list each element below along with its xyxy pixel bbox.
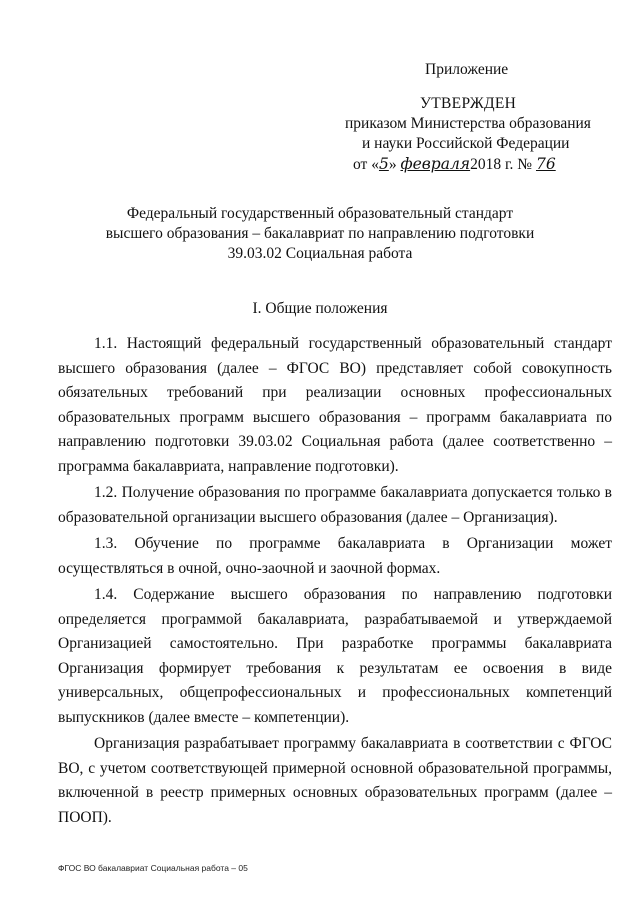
title-line-2: высшего образования – бакалавриат по направлению подготовки xyxy=(105,225,535,242)
order-date-line xyxy=(340,154,590,175)
title-line-3: 39.03.02 Социальная работа xyxy=(227,245,413,262)
paragraph-1-3: 1.3. Обучение по программе бакалавриата в Организации может осуществляться в очной, очно-заочной и заочной формах. xyxy=(58,535,612,577)
body-text xyxy=(58,332,612,832)
appendix-label: Приложение xyxy=(425,61,509,78)
document-title xyxy=(90,204,550,264)
paragraph-1-4: 1.4. Содержание высшего образования по направлению подготовки определяется программой бакалавриата, разрабатываемой и утверждаемой Организацией самостоятельно. При разработке программы бакалавриата Организация формирует требования к результатам ее освоения в виде универсальных, общепрофессиональных и профессиональных компетенций выпускников (далее вместе – компетенции). xyxy=(58,586,612,726)
date-day: 5 xyxy=(378,155,389,173)
paragraph-1-1: 1.1. Настоящий федеральный государственный образовательный стандарт высшего образования (далее – ФГОС ВО) представляет собой совокупность обязательных требований при реализации основных профессиональных образовательных программ высшего образования – программ бакалавриата по направлению подготовки 39.03.02 Социальная работа (далее соответственно – программа бакалавриата, направление подготовки). xyxy=(58,335,612,475)
ministry-line: и науки Российской Федерации xyxy=(362,135,570,152)
section-heading: I. Общие положения xyxy=(252,300,388,317)
paragraph-1-2: 1.2. Получение образования по программе бакалавриата допускается только в образовательной организации высшего образования (далее – Организация). xyxy=(58,484,612,526)
page-footer: ФГОС ВО бакалавриат Социальная работа – 05 xyxy=(58,863,248,873)
date-year: 2018 г. № xyxy=(470,156,533,173)
order-line: приказом Министерства образования xyxy=(345,115,591,132)
order-number: 76 xyxy=(535,155,556,173)
approval-block xyxy=(340,60,590,175)
approved-label: УТВЕРЖДЕН xyxy=(420,95,517,112)
title-line-1: Федеральный государственный образовательный стандарт xyxy=(126,205,514,222)
date-month: февраля xyxy=(400,155,471,173)
date-mid: » xyxy=(388,156,397,173)
paragraph-1-4-cont: Организация разрабатывает программу бакалавриата в соответствии с ФГОС ВО, с учетом соответствующей примерной основной образовательной программы, включенной в реестр примерных основных образовательных программ (далее – ПООП). xyxy=(58,735,612,826)
date-prefix: от « xyxy=(353,156,379,173)
